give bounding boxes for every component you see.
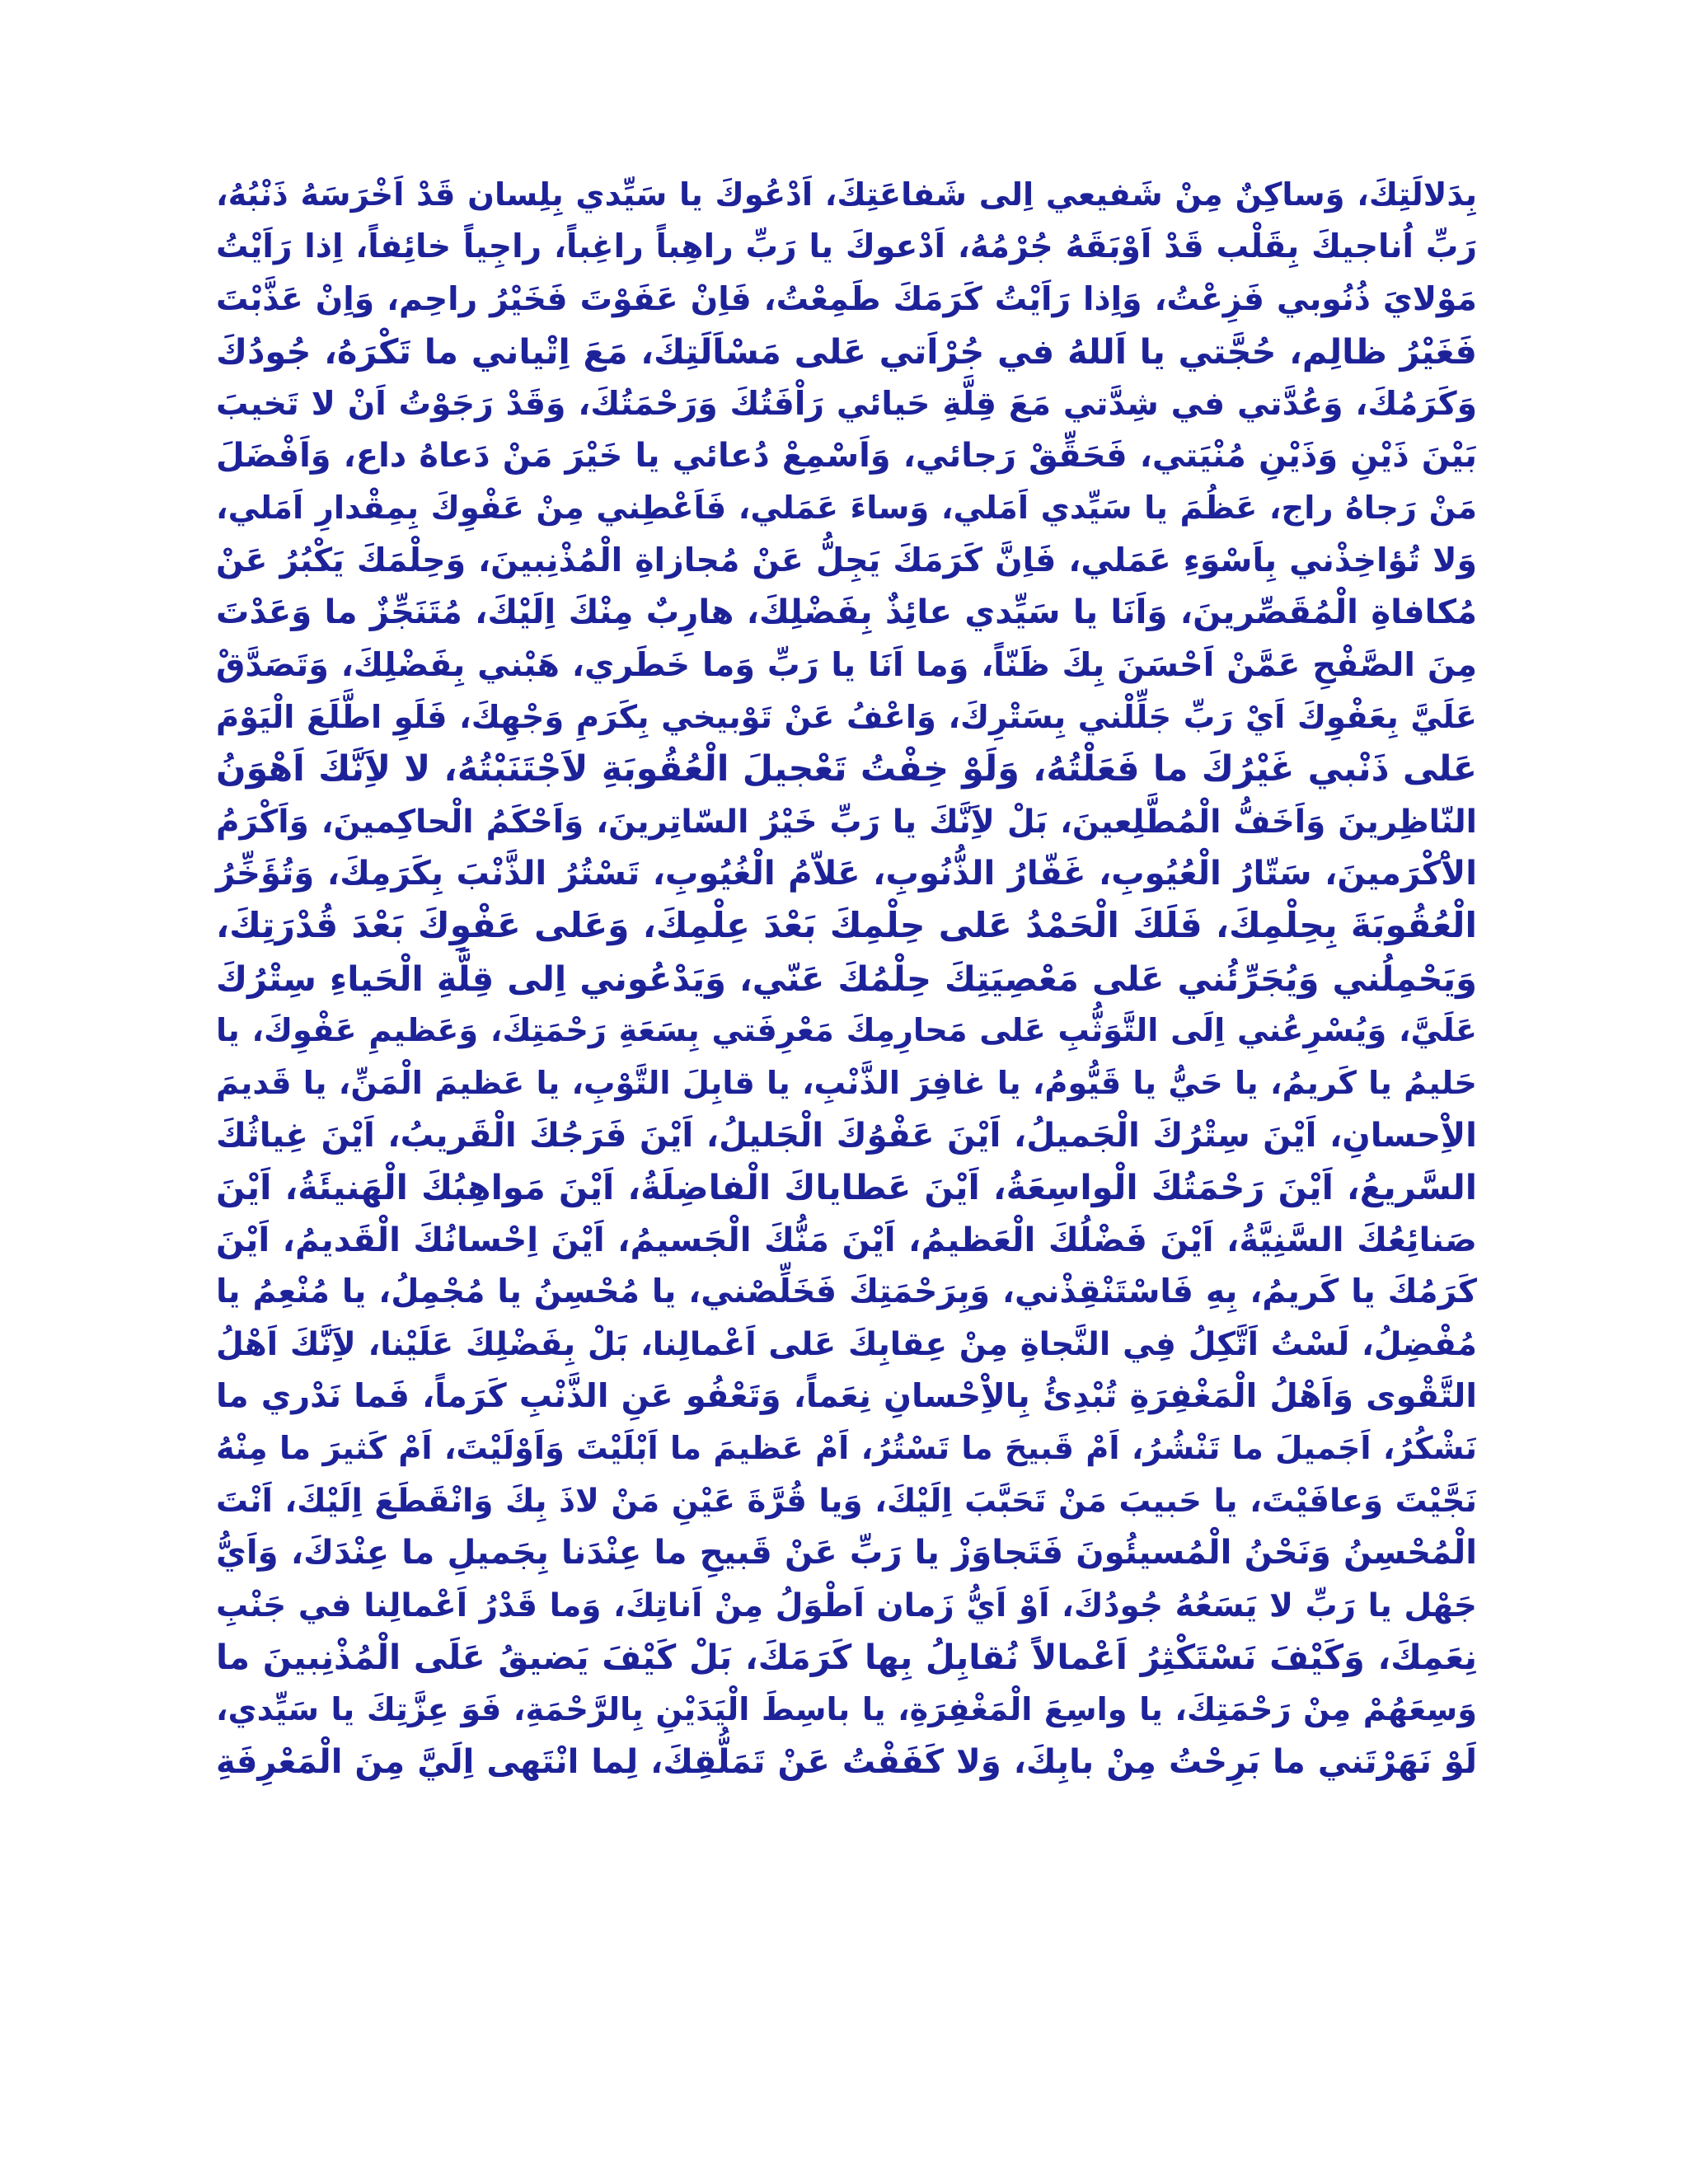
text-line-6: بَيْنَ ذَيْنِ وَذَيْنِ مُنْيَتي، فَحَقِّقْ رَجائي، وَاَسْمِعْ دُعائي يا خَيْرَ مَنْ دَعاهُ داع، وَاَفْضَلَ bbox=[216, 436, 1477, 475]
text-line-25: نَشْكُرُ، اَجَميلَ ما تَنْشُرُ، اَمْ قَبيحَ ما تَسْتُرُ، اَمْ عَظيمَ ما اَبْلَيْتَ وَاَوْلَيْتَ، اَمْ كَثيرَ ما مِنْهُ bbox=[216, 1430, 1477, 1468]
text-line-10: مِنَ الصَّفْحِ عَمَّنْ اَحْسَنَ بِكَ ظَنّاً، وَما اَنَا يا رَبِّ وَما خَطَري، هَبْني بِفَضْلِكَ، وَتَصَدَّقْ bbox=[216, 645, 1477, 684]
text-line-16: وَيَحْمِلُني وَيُجَرِّئُني عَلى مَعْصِيَتِكَ حِلْمُكَ عَنّي، وَيَدْعُوني اِلى قِلَّةِ الْحَياءِ سِتْرُكَ bbox=[216, 958, 1477, 999]
text-line-3: مَوْلايَ ذُنُوبي فَزِعْتُ، وَاِذا رَاَيْتُ كَرَمَكَ طَمِعْتُ، فَاِنْ عَفَوْتَ فَخَيْرُ راحِم، وَاِنْ عَذَّبْتَ bbox=[216, 280, 1477, 318]
text-line-30: وَسِعَهُمْ مِنْ رَحْمَتِكَ، يا واسِعَ الْمَغْفِرَةِ، يا باسِطَ الْيَدَيْنِ بِالرَّحْمَةِ، فَوَ عِزَّتِكَ يا سَيِّدي، bbox=[216, 1691, 1477, 1729]
text-line-5: وَكَرَمُكَ، وَعُدَّتي في شِدَّتي مَعَ قِلَّةِ حَيائي رَاْفَتُكَ وَرَحْمَتُكَ، وَقَدْ رَجَوْتُ اَنْ لا تَخيبَ bbox=[216, 385, 1477, 423]
text-line-28: جَهْل يا رَبِّ لا يَسَعُهُ جُودُكَ، اَوْ اَيُّ زَمان اَطْوَلُ مِنْ اَناتِكَ، وَما قَدْرُ اَعْمالِنا في جَنْبِ bbox=[216, 1586, 1477, 1624]
text-line-1: بِدَلالَتِكَ، وَساكِنٌ مِنْ شَفيعي اِلى شَفاعَتِكَ، اَدْعُوكَ يا سَيِّدي بِلِسان قَدْ اَخْرَسَهُ ذَنْبُهُ، bbox=[216, 176, 1477, 213]
text-line-11: عَلَيَّ بِعَفْوِكَ اَيْ رَبِّ جَلِّلْني بِسَتْرِكَ، وَاعْفُ عَنْ تَوْبيخي بِكَرَمِ وَجْهِكَ، فَلَوِ اطَّلَعَ الْيَوْمَ bbox=[216, 698, 1477, 736]
text-line-31: لَوْ نَهَرْتَني ما بَرِحْتُ مِنْ بابِكَ، وَلا كَفَفْتُ عَنْ تَمَلُّقِكَ، لِما انْتَهى اِلَيَّ مِنَ الْمَعْرِفَةِ bbox=[216, 1742, 1477, 1781]
text-line-19: الاِْحسانِ، اَيْنَ سِتْرُكَ الْجَميلُ، اَيْنَ عَفْوُكَ الْجَليلُ، اَيْنَ فَرَجُكَ الْقَريبُ، اَيْنَ غِياثُكَ bbox=[216, 1116, 1477, 1155]
text-line-14: الاَْكْرَمينَ، سَتّارُ الْعُيُوبِ، غَفّارُ الذُّنُوبِ، عَلاّمُ الْغُيُوبِ، تَسْتُرُ الذَّنْبَ بِكَرَمِكَ، وَتُؤَخِّرُ bbox=[216, 855, 1477, 893]
text-line-24: التَّقْوى وَاَهْلُ الْمَغْفِرَةِ تُبْدِئُ بِالاِْحْسانِ نِعَماً، وَتَعْفُو عَنِ الذَّنْبِ كَرَماً، فَما نَدْري ما bbox=[216, 1376, 1477, 1415]
text-line-26: نَجَّيْتَ وَعافَيْتَ، يا حَبيبَ مَنْ تَحَبَّبَ اِلَيْكَ، وَيا قُرَّةَ عَيْنِ مَنْ لاذَ بِكَ وَانْقَطَعَ اِلَيْكَ، اَنْتَ bbox=[216, 1482, 1477, 1520]
text-line-8: وَلا تُؤاخِذْني بِاَسْوَءِ عَمَلي، فَاِنَّ كَرَمَكَ يَجِلُّ عَنْ مُجازاةِ الْمُذْنِبينَ، وَحِلْمَكَ يَكْبُرُ عَنْ bbox=[216, 541, 1477, 579]
text-line-29: نِعَمِكَ، وَكَيْفَ نَسْتَكْثِرُ اَعْمالاً نُقابِلُ بِها كَرَمَكَ، بَلْ كَيْفَ يَضيقُ عَلَى الْمُذْنِبينَ ما bbox=[216, 1637, 1477, 1677]
text-line-23: مُفْضِلُ، لَسْتُ اَتَّكِلُ فِي النَّجاةِ مِنْ عِقابِكَ عَلى اَعْمالِنا، بَلْ بِفَضْلِكَ عَلَيْنا، لاَِنَّكَ اَهْلُ bbox=[216, 1325, 1477, 1363]
text-line-13: النّاظِرينَ وَاَخَفُّ الْمُطَّلِعينَ، بَلْ لاَِنَّكَ يا رَبِّ خَيْرُ السّاتِرينَ، وَاَحْكَمُ الْحاكِمينَ، وَاَكْرَمُ bbox=[216, 803, 1477, 841]
text-line-9: مُكافاةِ الْمُقَصِّرينَ، وَاَنَا يا سَيِّدي عائِذٌ بِفَضْلِكَ، هارِبٌ مِنْكَ اِلَيْكَ، مُتَنَجِّزٌ ما وَعَدْتَ bbox=[216, 593, 1477, 632]
text-line-12: عَلى ذَنْبي غَيْرُكَ ما فَعَلْتُهُ، وَلَوْ خِفْتُ تَعْجيلَ الْعُقُوبَةِ لاَجْتَنَبْتُهُ، لا لاَِنَّكَ اَهْوَنُ bbox=[216, 748, 1477, 790]
text-line-20: السَّريعُ، اَيْنَ رَحْمَتُكَ الْواسِعَةُ، اَيْنَ عَطاياكَ الْفاضِلَةُ، اَيْنَ مَواهِبُكَ الْهَنيئَةُ، اَيْنَ bbox=[216, 1167, 1477, 1208]
text-line-17: عَلَيَّ، وَيُسْرِعُني اِلَى التَّوَثُّبِ عَلى مَحارِمِكَ مَعْرِفَتي بِسَعَةِ رَحْمَتِكَ، وَعَظيمِ عَفْوِكَ، يا bbox=[216, 1012, 1477, 1050]
text-line-27: الْمُحْسِنُ وَنَحْنُ الْمُسيئُونَ فَتَجاوَزْ يا رَبِّ عَنْ قَبيحِ ما عِنْدَنا بِجَميلِ ما عِنْدَكَ، وَاَيُّ bbox=[216, 1534, 1477, 1572]
arabic-text-block bbox=[216, 169, 1477, 1788]
text-line-21: صَنائِعُكَ السَّنِيَّةُ، اَيْنَ فَضْلُكَ الْعَظيمُ، اَيْنَ مَنُّكَ الْجَسيمُ، اَيْنَ اِحْسانُكَ الْقَديمُ، اَيْنَ bbox=[216, 1220, 1477, 1259]
text-line-7: مَنْ رَجاهُ راج، عَظُمَ يا سَيِّدي اَمَلي، وَساءَ عَمَلي، فَاَعْطِني مِنْ عَفْوِكَ بِمِقْدارِ اَمَلي، bbox=[216, 490, 1477, 527]
text-line-2: رَبِّ اُناجيكَ بِقَلْب قَدْ اَوْبَقَهُ جُرْمُهُ، اَدْعوكَ يا رَبِّ راهِباً راغِباً، راجِياً خائِفاً، اِذا رَاَيْتُ bbox=[216, 228, 1477, 266]
text-line-22: كَرَمُكَ يا كَريمُ، بِهِ فَاسْتَنْقِذْني، وَبِرَحْمَتِكَ فَخَلِّصْني، يا مُحْسِنُ يا مُجْمِلُ، يا مُنْعِمُ يا bbox=[216, 1272, 1477, 1311]
text-line-18: حَليمُ يا كَريمُ، يا حَيُّ يا قَيُّومُ، يا غافِرَ الذَّنْبِ، يا قابِلَ التَّوْبِ، يا عَظيمَ الْمَنِّ، يا قَديمَ bbox=[216, 1064, 1477, 1102]
text-line-4: فَغَيْرُ ظالِم، حُجَّتي يا اَللهُ في جُرْاَتي عَلى مَسْاَلَتِكَ، مَعَ اِتْياني ما تَكْرَهُ، جُودُكَ bbox=[216, 331, 1477, 373]
text-line-15: الْعُقُوبَةَ بِحِلْمِكَ، فَلَكَ الْحَمْدُ عَلى حِلْمِكَ بَعْدَ عِلْمِكَ، وَعَلى عَفْوِكَ بَعْدَ قُدْرَتِكَ، bbox=[216, 906, 1477, 947]
